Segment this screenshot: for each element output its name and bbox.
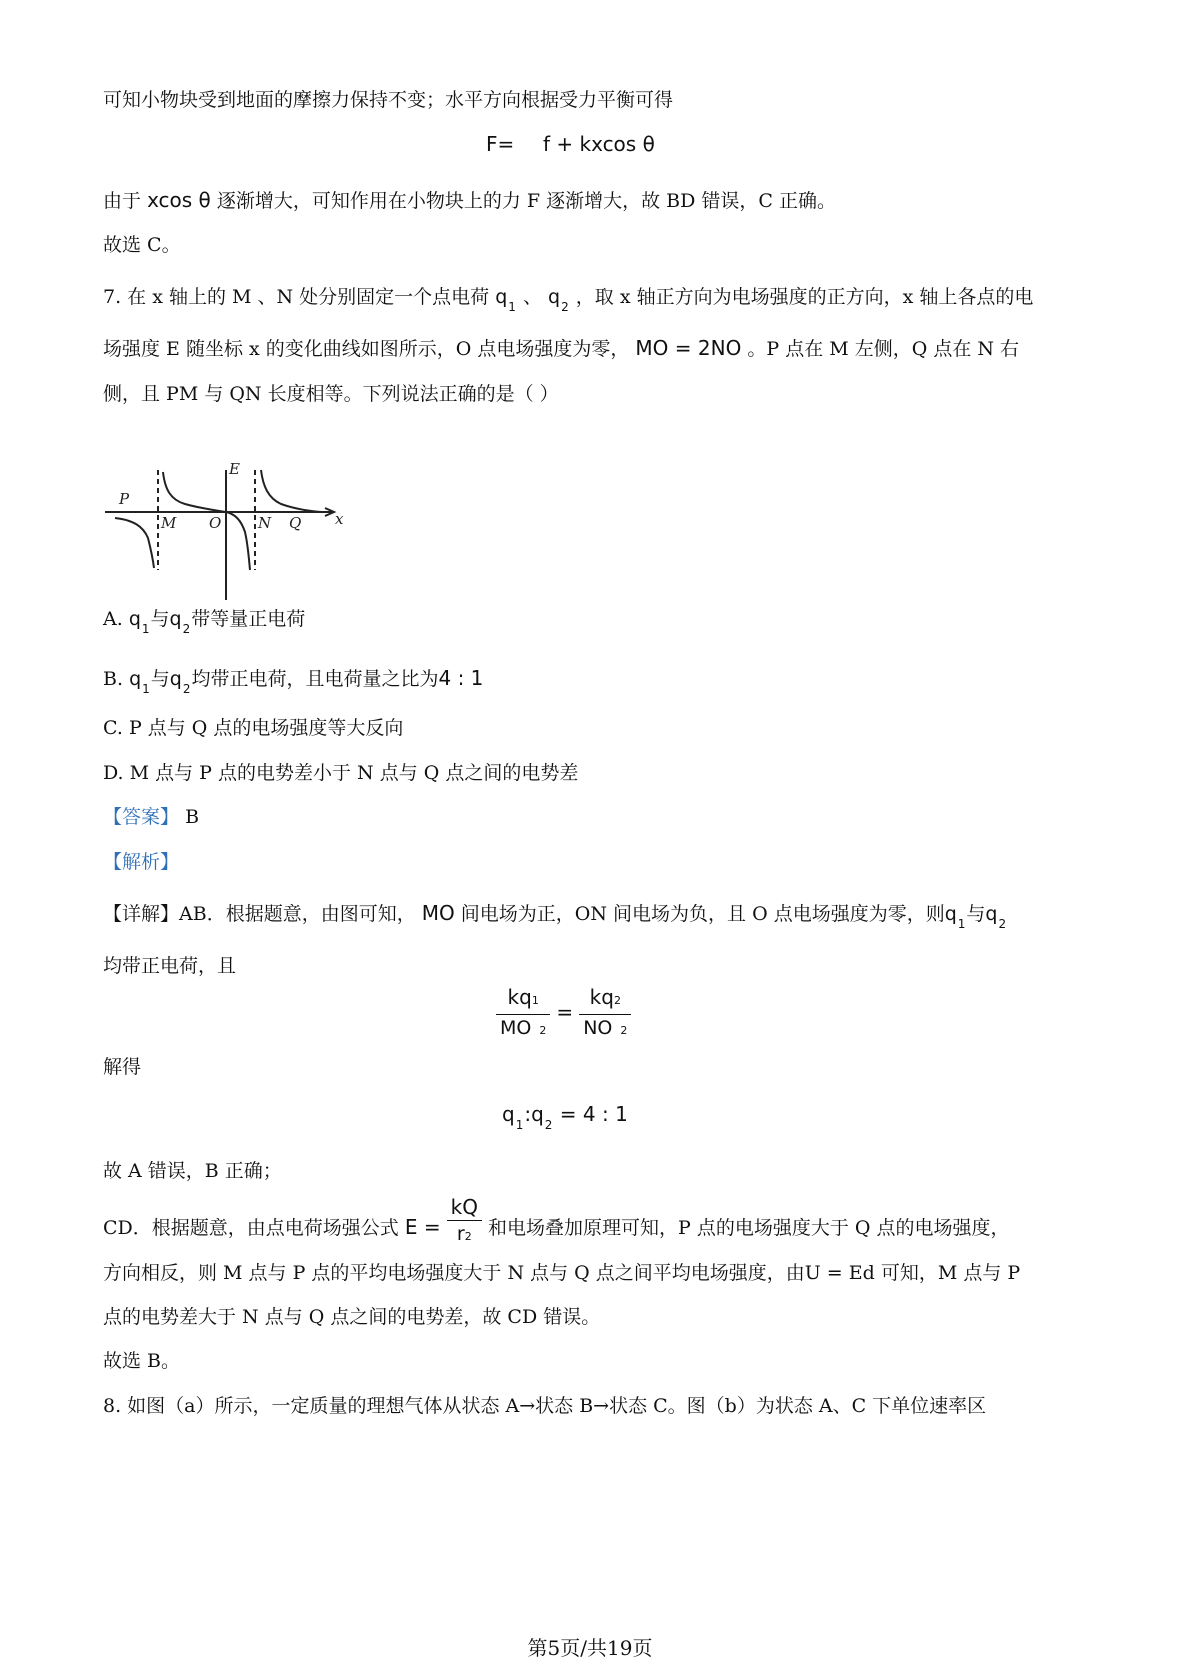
charge-q2: $q_2$ bbox=[169, 668, 191, 696]
answer-line bbox=[103, 803, 199, 831]
equation-ratio: $q_1:q_2 = 4$ : 1 bbox=[502, 1102, 628, 1132]
fraction-point-charge: $\frac{kQ}{r2}$ bbox=[447, 1194, 482, 1250]
equals-sign: = bbox=[556, 1000, 574, 1024]
equation-rhs: f + kxcos θ bbox=[542, 132, 655, 156]
text-fragment: 均带正电荷，且电荷量之比为 bbox=[191, 668, 439, 690]
charge-q2: $q_2$ bbox=[985, 903, 1007, 931]
charge-q1: $q_1$ bbox=[944, 903, 966, 931]
analysis-label: 【解析】 bbox=[103, 851, 180, 873]
answer-value: B bbox=[185, 806, 200, 828]
text-fragment: AB．根据题意，由图可知， bbox=[179, 903, 416, 925]
label-o: O bbox=[209, 514, 222, 532]
text-line: 故选 C。 bbox=[103, 234, 181, 256]
text-fragment: 逐渐增大，可知作用在小物块上的力 F 逐渐增大，故 BD 错误，C 正确。 bbox=[216, 190, 836, 212]
charge-q1: $q_1$ bbox=[128, 608, 150, 636]
fraction-left: $\frac{kq1}{MO 2}$ bbox=[496, 984, 550, 1044]
math-inline: xcos θ bbox=[147, 188, 211, 212]
label-q: Q bbox=[289, 514, 302, 532]
equation-field-balance bbox=[496, 984, 631, 1044]
option-d: D. M 点与 P 点的电势差小于 N 点与 Q 点之间的电势差 bbox=[103, 762, 579, 784]
option-prefix: B. bbox=[103, 668, 124, 690]
curve-m-to-o bbox=[163, 472, 226, 512]
text-fragment: 、 bbox=[522, 286, 542, 308]
text-fragment: 间电场为正，ON 间电场为负，且 O 点电场强度为零，则 bbox=[460, 903, 945, 925]
text-fragment: 由于 bbox=[103, 190, 142, 212]
equation-lhs: F= bbox=[486, 132, 515, 156]
detail-line-2: 均带正电荷，且 bbox=[103, 955, 237, 977]
page-footer: 第5页/共19页 bbox=[527, 1636, 653, 1660]
text-fragment: 和电场叠加原理可知，P 点的电场强度大于 Q 点的电场强度， bbox=[488, 1217, 1010, 1239]
text-line: 故选 B。 bbox=[103, 1350, 181, 1372]
question-7-line-1 bbox=[103, 283, 1033, 313]
question-7-line-2 bbox=[103, 334, 1019, 363]
text-fragment: 带等量正电荷 bbox=[191, 608, 306, 630]
label-e: E bbox=[229, 460, 240, 478]
math-inline: MO = 2NO bbox=[635, 336, 742, 360]
text-fragment: CD．根据题意，由点电荷场强公式 bbox=[103, 1217, 399, 1239]
text-fragment: 。P 点在 M 左侧，Q 点在 N 右 bbox=[747, 338, 1020, 360]
curve-o-to-n bbox=[226, 512, 250, 570]
question-7-line-3: 侧，且 PM 与 QN 长度相等。下列说法正确的是（ ） bbox=[103, 383, 559, 405]
cd-line-2: 方向相反，则 M 点与 P 点的平均电场强度大于 N 点与 Q 点之间平均电场强度，由U = Ed 可知，M 点与 P bbox=[103, 1262, 1021, 1284]
option-a bbox=[103, 605, 305, 635]
curve-left-of-m bbox=[115, 518, 154, 568]
text-fragment: 与 bbox=[150, 608, 170, 630]
text-line: 可知小物块受到地面的摩擦力保持不变；水平方向根据受力平衡可得 bbox=[103, 89, 674, 111]
curve-right-of-n bbox=[261, 470, 321, 512]
option-b bbox=[103, 664, 483, 695]
equation-force-balance bbox=[486, 130, 655, 158]
cd-line-1 bbox=[103, 1195, 1010, 1250]
question-8-line-1: 8. 如图（a）所示，一定质量的理想气体从状态 A→状态 B→状态 C。图（b）为状态 A、C 下单位速率区 bbox=[103, 1395, 987, 1417]
detail-line-1 bbox=[103, 899, 1007, 930]
text-fragment: 与 bbox=[966, 903, 986, 925]
charge-q1: $q_1$ bbox=[495, 286, 516, 314]
math-inline: E = bbox=[404, 1215, 441, 1239]
math-inline: MO bbox=[421, 901, 455, 925]
fraction-right: $\frac{kq2}{NO 2}$ bbox=[579, 984, 631, 1044]
cd-line-3: 点的电势差大于 N 点与 Q 点之间的电势差，故 CD 错误。 bbox=[103, 1306, 601, 1328]
text-fragment: 7. 在 x 轴上的 M 、N 处分别固定一个点电荷 bbox=[103, 286, 490, 308]
charge-q2: $q_2$ bbox=[548, 286, 569, 314]
answer-label: 【答案】 bbox=[103, 806, 180, 828]
field-strength-graph bbox=[103, 460, 353, 610]
text-line bbox=[103, 186, 836, 215]
label-m: M bbox=[161, 514, 177, 532]
ratio: 4 : 1 bbox=[438, 666, 484, 690]
text-fragment: ，取 x 轴正方向为电场强度的正方向，x 轴上各点的电 bbox=[575, 286, 1034, 308]
text-fragment: 与 bbox=[150, 668, 170, 690]
detail-label: 【详解】 bbox=[103, 903, 180, 925]
label-x: x bbox=[335, 510, 344, 528]
label-p: P bbox=[119, 490, 130, 508]
option-prefix: A. bbox=[103, 608, 123, 630]
label-n: N bbox=[258, 514, 272, 532]
charge-q1: $q_1$ bbox=[129, 668, 150, 696]
text-line: 解得 bbox=[103, 1056, 142, 1078]
text-fragment: 场强度 E 随坐标 x 的变化曲线如图所示，O 点电场强度为零， bbox=[103, 338, 630, 360]
text-line: 故 A 错误，B 正确； bbox=[103, 1160, 282, 1182]
option-c: C. P 点与 Q 点的电场强度等大反向 bbox=[103, 717, 404, 739]
charge-q2: $q_2$ bbox=[169, 608, 191, 636]
